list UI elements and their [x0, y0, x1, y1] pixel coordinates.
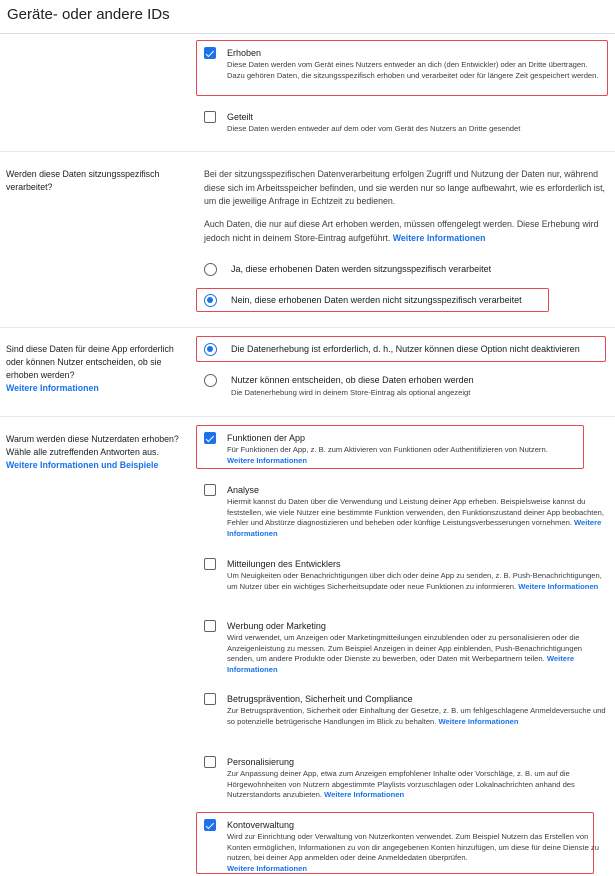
radio-optional[interactable]: [204, 374, 217, 387]
purpose-item-desc: Um Neuigkeiten oder Benachrichtigungen über dich oder deine App zu senden, z. B. Push-Benachrichtigungen, um Nutzer über ein wichtiges Sicherheitsupdate oder neue Funktionen zu informieren. Weitere Informationen: [227, 571, 602, 591]
purpose-item-link[interactable]: Weitere Informationen: [227, 863, 308, 873]
radio-required-label: Die Datenerhebung ist erforderlich, d. h., Nutzer können diese Option nicht deaktivieren: [231, 344, 580, 354]
checkbox-mitteilungen[interactable]: [204, 558, 216, 570]
section-divider: [0, 327, 615, 328]
purpose-item-label: Mitteilungen des Entwicklers: [227, 559, 341, 569]
checkbox-personalisierung[interactable]: [204, 756, 216, 768]
checkbox-erhoben[interactable]: [204, 47, 216, 59]
checkbox-geteilt[interactable]: [204, 111, 216, 123]
checkbox-funktionen[interactable]: [204, 432, 216, 444]
checkbox-werbung[interactable]: [204, 620, 216, 632]
radio-required[interactable]: [204, 343, 217, 356]
purpose-item-link[interactable]: Weitere Informationen: [227, 455, 308, 465]
radio-ephemeral-no[interactable]: [204, 294, 217, 307]
purpose-item-desc: Zur Betrugsprävention, Sicherheit oder Einhaltung der Gesetze, z. B. um fehlgeschlagene Anmeldeversuche und so potenzielle betrügerische Handlungen im Blick zu behalten. Weitere Informationen: [227, 706, 606, 726]
radio-optional-label: Nutzer können entscheiden, ob diese Daten erhoben werden: [231, 375, 474, 385]
question-required: Sind diese Daten für deine App erforderlich oder können Nutzer entscheiden, ob sie erhoben werden? Weitere Informationen: [6, 343, 181, 395]
option-erhoben-label: Erhoben: [227, 48, 262, 58]
purpose-item-link[interactable]: Weitere Informationen: [227, 518, 602, 538]
checkbox-analyse[interactable]: [204, 484, 216, 496]
option-geteilt-desc: Diese Daten werden entweder auf dem oder vom Gerät des Nutzers an Dritte gesendet: [227, 124, 521, 133]
radio-optional-desc: Die Datenerhebung wird in deinem Store-Eintrag als optional angezeigt: [231, 388, 471, 397]
radio-ephemeral-yes[interactable]: [204, 263, 217, 276]
radio-ephemeral-no-label: Nein, diese erhobenen Daten werden nicht sitzungsspezifisch verarbeitet: [231, 295, 522, 305]
option-erhoben-desc: Diese Daten werden vom Gerät eines Nutzers entweder an dich (den Entwickler) oder an Dritte übertragen. Dazu gehören Daten, die sitzungsspezifisch erhoben und verarbeitet oder für längere Zeit gespeichert werden.: [227, 60, 599, 80]
ephemeral-learn-more-link[interactable]: Weitere Informationen: [392, 232, 486, 243]
purpose-item-label: Werbung oder Marketing: [227, 621, 326, 631]
purpose-item-label: Kontoverwaltung: [227, 820, 295, 830]
page-title: Geräte- oder andere IDs: [7, 6, 170, 23]
question-ephemeral: Werden diese Daten sitzungsspezifisch verarbeitet?: [6, 169, 160, 192]
radio-ephemeral-yes-label: Ja, diese erhobenen Daten werden sitzungsspezifisch verarbeitet: [231, 264, 492, 274]
purpose-item-link[interactable]: Weitere Informationen: [518, 581, 599, 591]
purpose-item-label: Personalisierung: [227, 757, 295, 767]
checkbox-kontoverwaltung[interactable]: [204, 819, 216, 831]
purpose-item-desc: Wird zur Einrichtung oder Verwaltung von Nutzerkonten verwendet. Zum Beispiel Nutzern das Erstellen von Konten ermöglichen, Informationen zu von dir angegebenen Konten hinzufügen, um diese für deine Dienste zu nutzen, bei deiner App anmelden oder deine Anmeldedaten überprüfen. Weitere Informationen: [227, 832, 599, 873]
ephemeral-paragraph-1: Bei der sitzungsspezifischen Datenverarbeitung erfolgen Zugriff und Nutzung der Daten nur, während diese sich im Arbeitsspeicher befinden, und sie werden nur so lange aufbewahrt, wie es erforderlich ist, um die jeweilige Anfrage in Echtzeit zu bedienen.: [204, 169, 605, 206]
purpose-item-desc: Wird verwendet, um Anzeigen oder Marketingmitteilungen einzublenden oder zu personalisieren oder die Anzeigenleistung zu messen. Zum Beispiel Anzeigen in deiner App einblenden, Push-Benachrichtigungen senden, um andere Produkte oder Dienste zu bewerben, oder Daten mit Werbepartnern teilen. Weitere Informationen: [227, 633, 583, 674]
purpose-item-desc: Zur Anpassung deiner App, etwa zum Anzeigen empfohlener Inhalte oder Vorschläge, z. B. um auf die Hörgewohnheiten von Nutzern abgestimmte Playlists vorzuschlagen oder Lokalnachrichten anhand des Nutzerstandorts anzubieten. Weitere Informationen: [227, 769, 575, 800]
purpose-item-link[interactable]: Weitere Informationen: [227, 654, 575, 674]
question-purpose: Warum werden diese Nutzerdaten erhoben? Wähle alle zutreffenden Antworten aus. Weitere Informationen und Beispiele: [6, 433, 181, 472]
checkbox-betrug[interactable]: [204, 693, 216, 705]
purpose-item-desc: Hiermit kannst du Daten über die Verwendung und Leistung deiner App erheben. Beispielsweise kannst du feststellen, wie viele Nutzer eine bestimmte Funktion verwenden, den Funktionszustand deiner App beobachten, Fehler und Abstürze diagnostizieren und beheben oder künftige Leistungsverbesserungen vornehmen. Weitere Informationen: [227, 497, 604, 538]
purpose-item-link[interactable]: Weitere Informationen: [438, 716, 519, 726]
section-divider: [0, 151, 615, 152]
section-divider: [0, 416, 615, 417]
purpose-learn-more-link[interactable]: Weitere Informationen und Beispiele: [6, 460, 159, 470]
purpose-item-link[interactable]: Weitere Informationen: [324, 790, 405, 800]
purpose-item-label: Betrugsprävention, Sicherheit und Compliance: [227, 694, 413, 704]
purpose-item-label: Analyse: [227, 485, 260, 495]
page-header: [0, 0, 615, 34]
purpose-item-label: Funktionen der App: [227, 433, 306, 443]
ephemeral-paragraph-2: Auch Daten, die nur auf diese Art erhoben werden, müssen offengelegt werden. Diese Erhebung wird jedoch nicht in deinem Store-Eintrag aufgeführt. Weitere Informationen: [204, 219, 599, 243]
option-geteilt-label: Geteilt: [227, 112, 254, 122]
purpose-item-desc: Für Funktionen der App, z. B. zum Aktivieren von Funktionen oder Authentifizieren von Nutzern. Weitere Informationen: [227, 445, 548, 465]
required-learn-more-link[interactable]: Weitere Informationen: [6, 383, 99, 393]
